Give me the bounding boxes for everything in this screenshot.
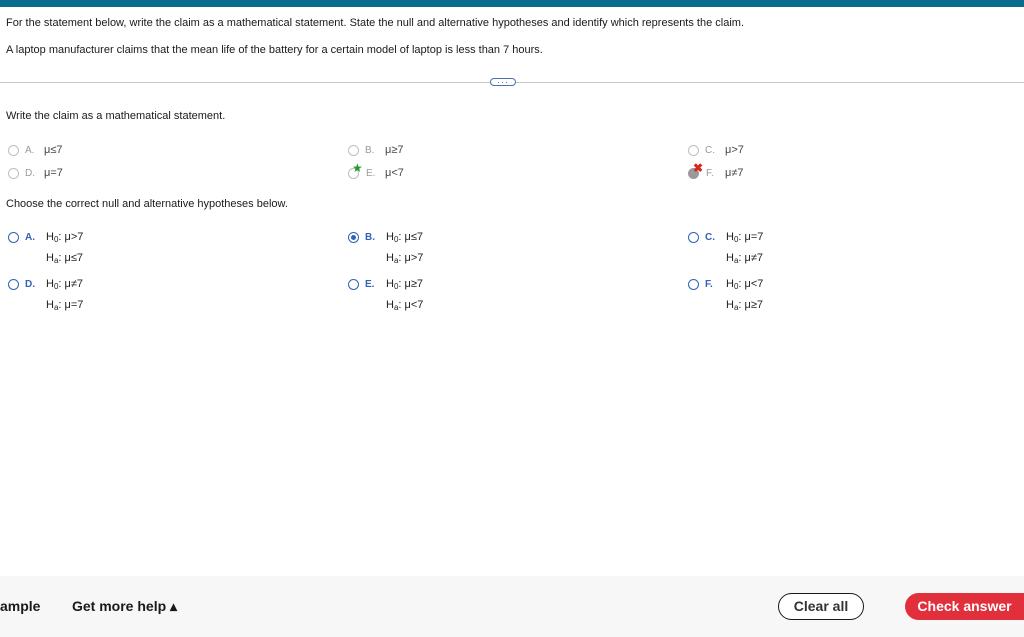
alt-subscript: a (393, 256, 399, 265)
null-symbol: H (46, 231, 54, 243)
radio-button[interactable] (688, 279, 699, 290)
null-subscript: 0 (393, 235, 399, 244)
problem-statement: A laptop manufacturer claims that the mean life of the battery for a certain model of laptop is less than 7 hours. (6, 44, 543, 56)
alt-hypothesis: μ<7 (404, 299, 424, 311)
radio-button[interactable] (688, 145, 699, 156)
null-symbol: H (726, 231, 734, 243)
option-letter: D. (25, 279, 35, 290)
option-text: μ>7 (725, 144, 744, 156)
null-hypothesis: μ>7 (64, 231, 84, 243)
radio-button[interactable] (348, 279, 359, 290)
alt-symbol: H (386, 299, 394, 311)
alt-hypothesis: μ=7 (64, 299, 84, 311)
option-text: μ≠7 (725, 167, 744, 179)
null-subscript: 0 (53, 235, 59, 244)
alt-hypothesis: μ≥7 (744, 299, 764, 311)
radio-button[interactable] (8, 279, 19, 290)
option-letter: C. (705, 145, 715, 156)
null-symbol: H (46, 278, 54, 290)
null-symbol: H (726, 278, 734, 290)
alt-symbol: H (46, 252, 54, 264)
alt-symbol: H (46, 299, 54, 311)
option-letter: D. (25, 168, 35, 179)
null-hypothesis: μ≤7 (404, 231, 424, 243)
null-hypothesis: μ≠7 (64, 278, 84, 290)
check-answer-button[interactable]: Check answer (905, 593, 1024, 620)
null-subscript: 0 (733, 235, 739, 244)
clear-all-button[interactable]: Clear all (778, 593, 864, 620)
expand-more-button[interactable]: ··· (490, 78, 516, 86)
null-hypothesis: μ≥7 (404, 278, 424, 290)
option-letter: E. (366, 168, 376, 179)
option-letter: A. (25, 145, 35, 156)
hypotheses-pair: $H_0$: μ=7 $H_a$: μ≠7 (726, 231, 764, 265)
null-symbol: H (386, 278, 394, 290)
get-more-help-button[interactable]: Get more help ▴ (72, 598, 178, 614)
option-text: μ<7 (385, 167, 404, 179)
option-letter: E. (365, 279, 375, 290)
hypotheses-pair: $H_0$: μ≤7 $H_a$: μ>7 (386, 231, 424, 265)
null-symbol: H (386, 231, 394, 243)
radio-button[interactable] (8, 145, 19, 156)
radio-button[interactable] (8, 232, 19, 243)
null-hypothesis: μ<7 (744, 278, 764, 290)
alt-subscript: a (53, 303, 59, 312)
top-accent-bar (0, 0, 1024, 7)
option-text: μ=7 (44, 167, 63, 179)
option-text: μ≤7 (44, 144, 63, 156)
alt-subscript: a (53, 256, 59, 265)
alt-hypothesis: μ≠7 (744, 252, 764, 264)
alt-symbol: H (726, 252, 734, 264)
option-letter: F. (706, 168, 714, 179)
alt-symbol: H (726, 299, 734, 311)
radio-button[interactable] (8, 168, 19, 179)
radio-button[interactable] (688, 232, 699, 243)
alt-subscript: a (733, 303, 739, 312)
null-hypothesis: μ=7 (744, 231, 764, 243)
null-subscript: 0 (733, 282, 739, 291)
correct-star-icon: ★ (352, 161, 363, 175)
null-subscript: 0 (53, 282, 59, 291)
option-letter: B. (365, 145, 375, 156)
null-subscript: 0 (393, 282, 399, 291)
hypotheses-pair: $H_0$: μ>7 $H_a$: μ≤7 (46, 231, 84, 265)
option-letter: C. (705, 232, 715, 243)
option-letter: A. (25, 232, 35, 243)
hypotheses-pair: $H_0$: μ<7 $H_a$: μ≥7 (726, 278, 764, 312)
radio-button[interactable] (348, 145, 359, 156)
view-example-link[interactable]: ample (0, 598, 41, 614)
alt-hypothesis: μ≤7 (64, 252, 84, 264)
option-letter: F. (705, 279, 713, 290)
option-text: μ≥7 (385, 144, 404, 156)
part2-prompt: Choose the correct null and alternative hypotheses below. (6, 198, 288, 210)
alt-symbol: H (386, 252, 394, 264)
incorrect-x-icon: ✖ (693, 161, 704, 175)
instruction-text: For the statement below, write the claim as a mathematical statement. State the null and alternative hypotheses and identify which represents the claim. (6, 17, 744, 29)
part1-prompt: Write the claim as a mathematical statement. (6, 110, 226, 122)
option-letter: B. (365, 232, 375, 243)
alt-hypothesis: μ>7 (404, 252, 424, 264)
hypotheses-pair: $H_0$: μ≥7 $H_a$: μ<7 (386, 278, 424, 312)
alt-subscript: a (733, 256, 739, 265)
alt-subscript: a (393, 303, 399, 312)
hypotheses-pair: $H_0$: μ≠7 $H_a$: μ=7 (46, 278, 84, 312)
radio-button-selected[interactable] (348, 232, 359, 243)
